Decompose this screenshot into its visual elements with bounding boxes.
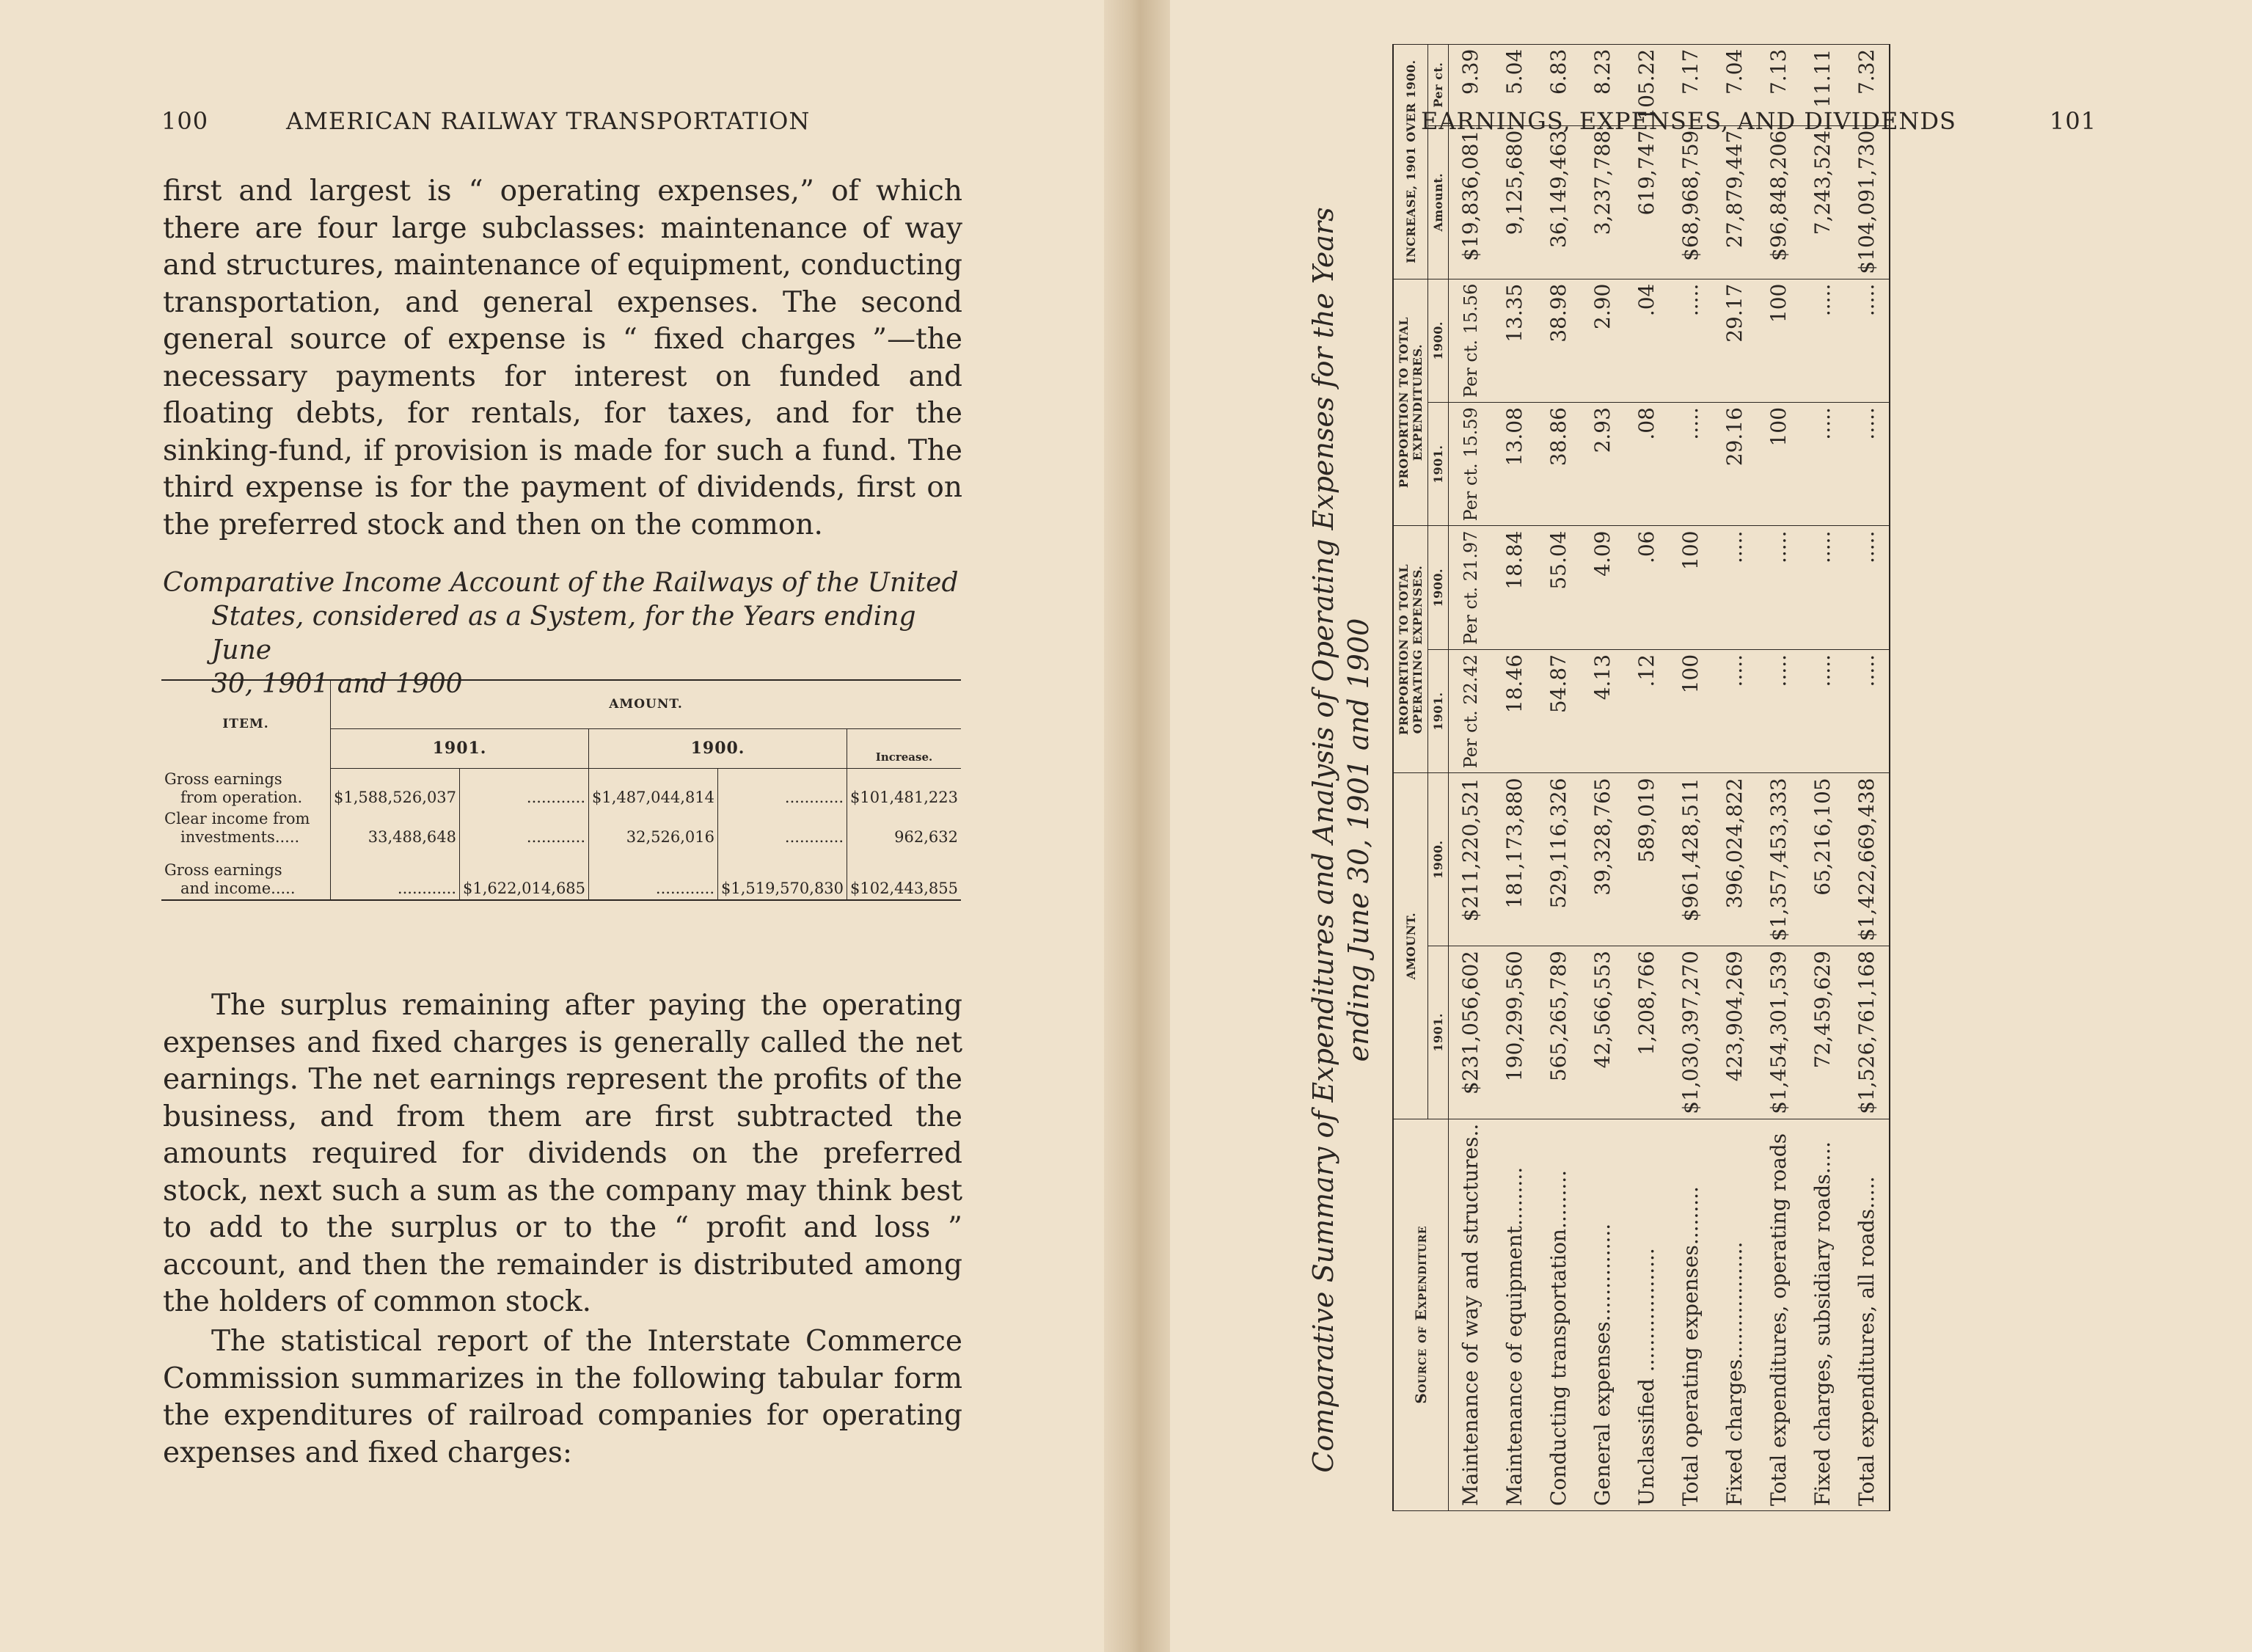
increase-amount-cell: 9,125,680 [1493, 125, 1537, 279]
source-cell: Total expenditures, all roads..... [1845, 1119, 1890, 1510]
amount-1900-cell: 181,173,880 [1493, 773, 1537, 946]
source-cell: Fixed charges.................. [1713, 1119, 1757, 1510]
amount-1901-cell: 72,459,629 [1801, 946, 1845, 1119]
caption-line: 30, 1901 and 1900 [211, 669, 463, 699]
left-running-head: AMERICAN RAILWAY TRANSPORTATION [286, 107, 811, 135]
caption-line: ending June 30, 1901 and 1900 [1342, 618, 1375, 1062]
cell-value: $102,443,855 [847, 848, 961, 900]
row-label: from operation. [180, 788, 303, 806]
amount-1901-cell: 1,208,766 [1625, 946, 1669, 1119]
proportion-operating-header: PROPORTION TO TOTAL OPERATING EXPENSES. [1393, 526, 1428, 773]
amount-1900-cell: 39,328,765 [1581, 773, 1625, 946]
row-label: Clear income from [164, 809, 310, 827]
table-row [1669, 44, 1713, 1510]
prop-op-1901-cell: ..... [1845, 649, 1890, 772]
year-1901-header: 1901. [1428, 403, 1449, 526]
amount-1901-cell: $1,526,761,168 [1845, 946, 1890, 1119]
cell-value: 33,488,648 [331, 808, 460, 848]
expenditure-table-caption [1306, 169, 1376, 1511]
source-cell: Fixed charges, subsidiary roads..... [1801, 1119, 1845, 1510]
prop-total-1900-cell: ..... [1845, 279, 1890, 402]
prop-total-1900-cell: ..... [1801, 279, 1845, 402]
cell-value: ............ [460, 808, 589, 848]
source-cell: Total operating expenses......... [1669, 1119, 1713, 1510]
increase-percent-cell: 7.32 [1845, 44, 1890, 125]
prop-total-1901-cell: 100 [1757, 403, 1801, 526]
item-header: ITEM. [161, 680, 331, 769]
source-cell: General expenses............... [1581, 1119, 1625, 1510]
prop-op-1901-cell: ..... [1801, 649, 1845, 772]
prop-total-1901-cell: ..... [1801, 403, 1845, 526]
table-row [1845, 44, 1890, 1510]
prop-op-1900-cell: ..... [1801, 526, 1845, 649]
source-cell: Conducting transportation......... [1537, 1119, 1581, 1510]
increase-amount-cell: $19,836,081 [1449, 125, 1494, 279]
prop-op-1901-cell: 100 [1669, 649, 1713, 772]
row-label: investments..... [180, 827, 300, 846]
increase-percent-cell: 8.23 [1581, 44, 1625, 125]
increase-amount-cell: $104,091,730 [1845, 125, 1890, 279]
prop-op-1901-cell: .12 [1625, 649, 1669, 772]
table-row [1581, 44, 1625, 1510]
amount-1901-cell: 42,566,553 [1581, 946, 1625, 1119]
table-row [1493, 44, 1537, 1510]
prop-op-1900-cell: ..... [1713, 526, 1757, 649]
proportion-total-header: PROPORTION TO TOTAL EXPENDITURES. [1393, 279, 1428, 526]
caption-line: Comparative Income Account of the Railways of the United [163, 568, 959, 598]
year-1900-header: 1900. [1428, 279, 1449, 402]
table-row [1801, 44, 1845, 1510]
cell-value: ............ [331, 848, 460, 900]
increase-percent-cell: 11.11 [1801, 44, 1845, 125]
amount-header: AMOUNT. [1393, 773, 1428, 1119]
prop-op-1900-cell: 4.09 [1581, 526, 1625, 649]
right-running-head: EARNINGS, EXPENSES, AND DIVIDENDS [1421, 107, 1956, 135]
expenditure-table [1392, 44, 1890, 1511]
prop-total-1900-cell: 100 [1757, 279, 1801, 402]
table-row [161, 808, 961, 848]
cell-value: ............ [718, 769, 847, 808]
cell-value: 962,632 [894, 827, 958, 846]
increase-amount-cell: $96,848,206 [1757, 125, 1801, 279]
amount-1900-cell: $1,357,453,333 [1757, 773, 1801, 946]
amount-1901-cell: 423,904,269 [1713, 946, 1757, 1119]
increase-amount-header: Amount. [1428, 125, 1449, 279]
amount-header: AMOUNT. [331, 680, 961, 729]
income-account-table [161, 679, 961, 901]
year-1901-header: 1901. [1428, 649, 1449, 772]
amount-1901-cell: $1,030,397,270 [1669, 946, 1713, 1119]
table-row [161, 769, 961, 808]
row-label: and income..... [180, 879, 296, 897]
cell-value: ............ [718, 808, 847, 848]
prop-total-1901-cell: ..... [1845, 403, 1890, 526]
cell-value: $1,487,044,814 [589, 769, 718, 808]
year-1900-header: 1900. [1428, 773, 1449, 946]
cell-value: $101,481,223 [850, 788, 958, 806]
increase-percent-cell: 105.22 [1625, 44, 1669, 125]
table-row [1449, 44, 1494, 1510]
prop-total-1901-cell: 29.16 [1713, 403, 1757, 526]
source-header: Source of Expenditure [1393, 1119, 1449, 1510]
prop-op-1900-cell: .06 [1625, 526, 1669, 649]
increase-percent-cell: 7.17 [1669, 44, 1713, 125]
increase-amount-cell: 36,149,463 [1537, 125, 1581, 279]
increase-header: Increase. [847, 729, 961, 769]
prop-op-1900-cell: Per ct. 21.97 [1449, 526, 1494, 649]
amount-1901-cell: $231,056,602 [1449, 946, 1494, 1119]
prop-op-1901-cell: 18.46 [1493, 649, 1537, 772]
left-page [0, 0, 1115, 1652]
prop-total-1901-cell: .08 [1625, 403, 1669, 526]
prop-op-1900-cell: 18.84 [1493, 526, 1537, 649]
prop-total-1900-cell: 2.90 [1581, 279, 1625, 402]
prop-op-1901-cell: ..... [1713, 649, 1757, 772]
increase-percent-cell: 6.83 [1537, 44, 1581, 125]
prop-op-1900-cell: 55.04 [1537, 526, 1581, 649]
caption-line: States, considered as a System, for the Years ending June [211, 602, 916, 665]
source-cell: Maintenance of equipment......... [1493, 1119, 1537, 1510]
cell-value: $1,588,526,037 [331, 769, 460, 808]
amount-1900-cell: $1,422,669,438 [1845, 773, 1890, 946]
source-cell: Maintenance of way and structures.. [1449, 1119, 1494, 1510]
paragraph-statistical-report: The statistical report of the Interstate Commerce Commission summarizes in the following tabular form the expenditures of railroad companies for operating expenses and fixed charges: [163, 1325, 962, 1469]
increase-percent-cell: 7.13 [1757, 44, 1801, 125]
increase-percent-header: Per ct. [1428, 44, 1449, 125]
year-1900-header: 1900. [1428, 526, 1449, 649]
left-page-number: 100 [161, 107, 209, 135]
table-row [1757, 44, 1801, 1510]
prop-op-1900-cell: ..... [1845, 526, 1890, 649]
cell-value: 32,526,016 [589, 808, 718, 848]
row-label: Gross earnings [164, 860, 282, 879]
cell-value: ............ [460, 769, 589, 808]
right-page-number: 101 [2050, 107, 2097, 135]
cell-value: ............ [589, 848, 718, 900]
table-row [1713, 44, 1757, 1510]
prop-total-1901-cell: 2.93 [1581, 403, 1625, 526]
prop-op-1901-cell: Per ct. 22.42 [1449, 649, 1494, 772]
table-row [1625, 44, 1669, 1510]
prop-op-1901-cell: ..... [1757, 649, 1801, 772]
amount-1901-cell: $1,454,301,539 [1757, 946, 1801, 1119]
amount-1900-cell: $211,220,521 [1449, 773, 1494, 946]
prop-op-1901-cell: 54.87 [1537, 649, 1581, 772]
prop-op-1901-cell: 4.13 [1581, 649, 1625, 772]
amount-1900-cell: 65,216,105 [1801, 773, 1845, 946]
table-row [1537, 44, 1581, 1510]
prop-total-1900-cell: 38.98 [1537, 279, 1581, 402]
prop-total-1900-cell: Per ct. 15.56 [1449, 279, 1494, 402]
amount-1901-cell: 565,265,789 [1537, 946, 1581, 1119]
year-1901-header: 1901. [1428, 946, 1449, 1119]
paragraph-net-earnings: The surplus remaining after paying the operating expenses and fixed charges is generally called the net earnings. The net earnings represent the profits of the business, and from them are first subtracted the amounts required for dividends on the preferred stock, next such a sum as the company may think best to add to the surplus or to the “ profit and loss ” account, and then the remainder is distributed among the holders of common stock. [163, 989, 962, 1318]
caption-line: Comparative Summary of Expenditures and Analysis of Operating Expenses for the Years [1307, 207, 1339, 1473]
source-cell: Total expenditures, operating roads [1757, 1119, 1801, 1510]
cell-value: $1,622,014,685 [460, 848, 589, 900]
increase-amount-cell: $68,968,759 [1669, 125, 1713, 279]
year-1900-header: 1900. [589, 729, 847, 769]
increase-amount-cell: 27,879,447 [1713, 125, 1757, 279]
prop-total-1901-cell: 38.86 [1537, 403, 1581, 526]
amount-1900-cell: 529,116,326 [1537, 773, 1581, 946]
prop-total-1901-cell: ..... [1669, 403, 1713, 526]
prop-total-1900-cell: .04 [1625, 279, 1669, 402]
prop-total-1900-cell: 29.17 [1713, 279, 1757, 402]
year-1901-header: 1901. [331, 729, 589, 769]
prop-op-1900-cell: ..... [1757, 526, 1801, 649]
increase-header: INCREASE, 1901 OVER 1900. [1393, 44, 1428, 279]
amount-1900-cell: $961,428,511 [1669, 773, 1713, 946]
amount-1900-cell: 589,019 [1625, 773, 1669, 946]
prop-total-1901-cell: Per ct. 15.59 [1449, 403, 1494, 526]
row-label: Gross earnings [164, 770, 282, 788]
prop-total-1901-cell: 13.08 [1493, 403, 1537, 526]
amount-1900-cell: 396,024,822 [1713, 773, 1757, 946]
increase-amount-cell: 619,747 [1625, 125, 1669, 279]
source-cell: Unclassified ................... [1625, 1119, 1669, 1510]
increase-percent-cell: 5.04 [1493, 44, 1537, 125]
prop-total-1900-cell: 13.35 [1493, 279, 1537, 402]
increase-percent-cell: 9.39 [1449, 44, 1494, 125]
increase-percent-cell: 7.04 [1713, 44, 1757, 125]
amount-1901-cell: 190,299,560 [1493, 946, 1537, 1119]
cell-value: $1,519,570,830 [718, 848, 847, 900]
increase-amount-cell: 7,243,524 [1801, 125, 1845, 279]
table-row [161, 848, 961, 900]
prop-total-1900-cell: ..... [1669, 279, 1713, 402]
increase-amount-cell: 3,237,788 [1581, 125, 1625, 279]
prop-op-1900-cell: 100 [1669, 526, 1713, 649]
paragraph-operating-expenses: first and largest is “ operating expenses,” of which there are four large subclasses: maintenance of way and structures, maintenance of equipment, conducting transportation, and general expenses. The second general source of expense is “ fixed charges ”—the necessary payments for interest on funded and floating debts, for rentals, for taxes, and for the sinking-fund, if provision is made for such a fund. The third expense is for the payment of dividends, first on the preferred stock and then on the common. [163, 175, 962, 541]
